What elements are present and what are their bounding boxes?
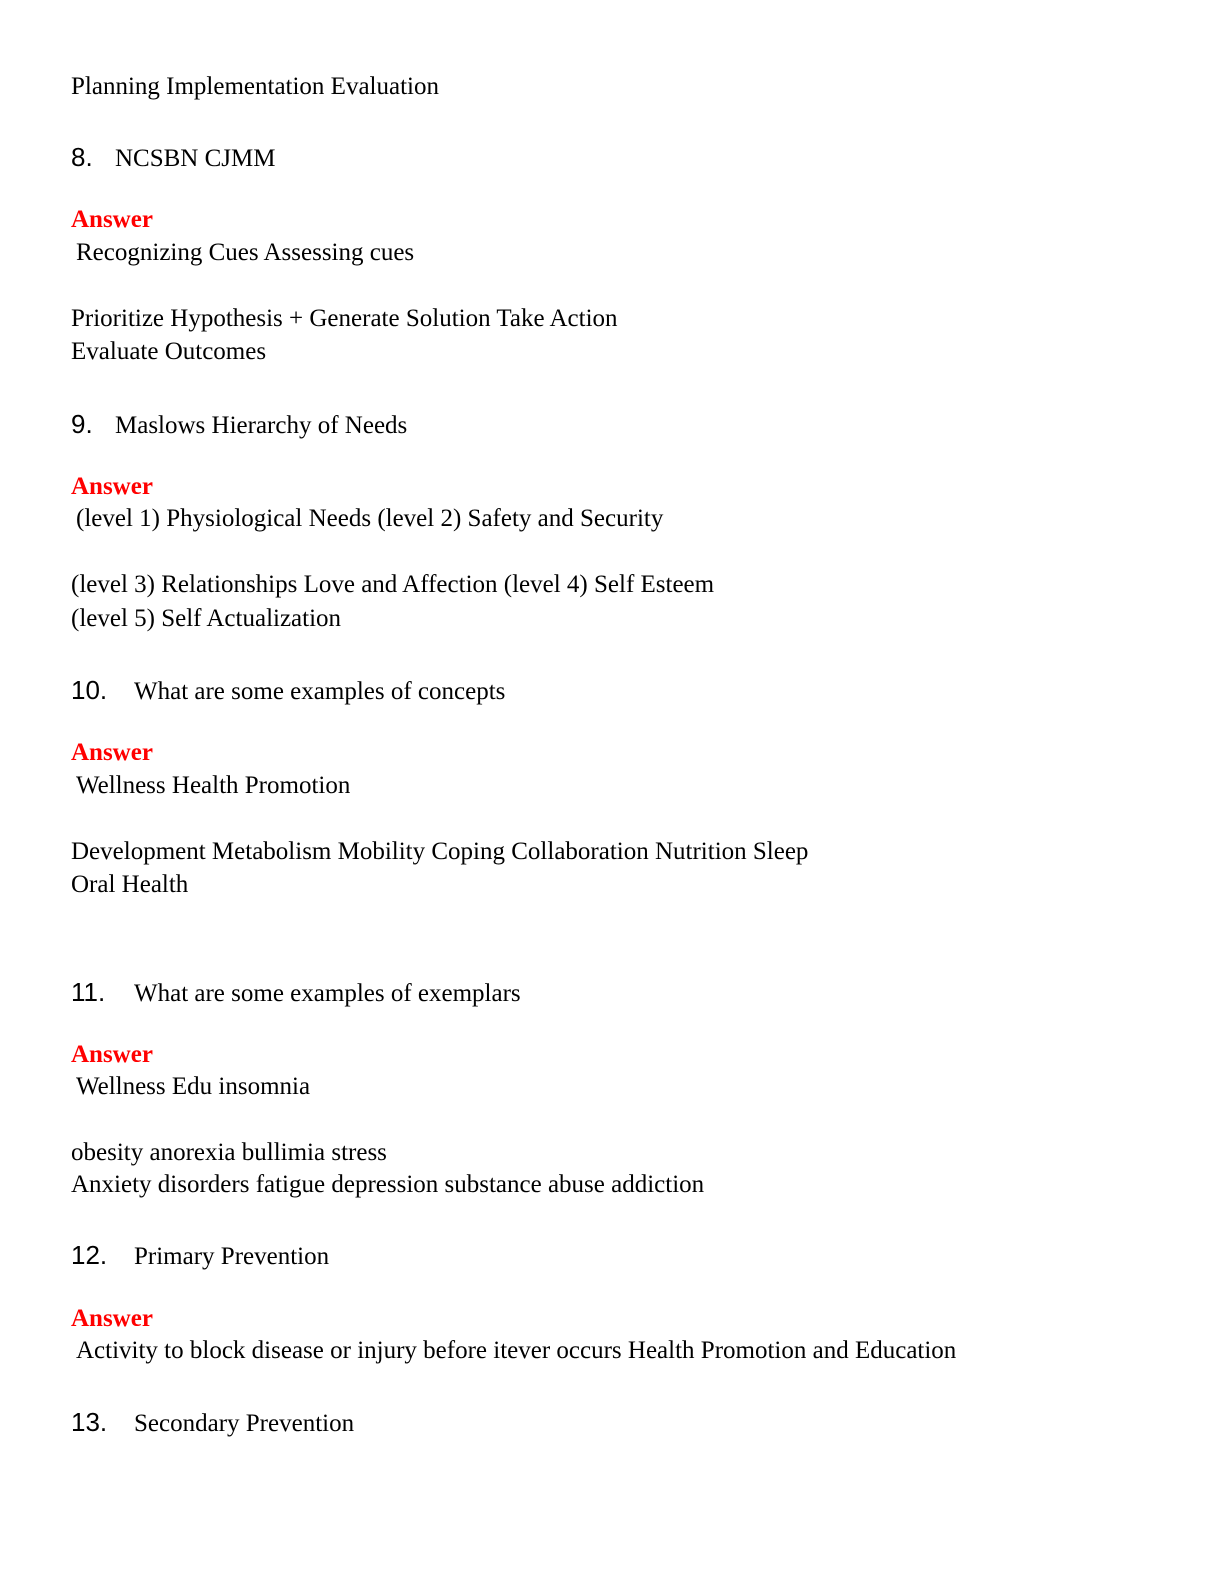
- question-number: 13.: [71, 1407, 108, 1437]
- answer-line: Oral Health: [71, 871, 189, 898]
- question-text: What are some examples of exemplars: [134, 980, 521, 1007]
- question-number: 8.: [71, 142, 93, 172]
- answer-label: Answer: [71, 1305, 153, 1332]
- question-text: Primary Prevention: [134, 1243, 330, 1270]
- answer-label: Answer: [71, 206, 153, 233]
- continued-answer-line: Planning Implementation Evaluation: [71, 73, 439, 100]
- question-text: What are some examples of concepts: [134, 678, 506, 705]
- answer-line: Wellness Edu insomnia: [76, 1073, 311, 1100]
- question-9: [71, 409, 407, 444]
- question-11: [71, 977, 521, 1012]
- answer-line: Activity to block disease or injury before itever occurs Health Promotion and Education: [76, 1337, 957, 1364]
- question-text: Secondary Prevention: [134, 1410, 355, 1437]
- answer-label: Answer: [71, 739, 153, 766]
- question-number: 9.: [71, 409, 93, 439]
- answer-line: Evaluate Outcomes: [71, 338, 267, 365]
- answer-line: (level 5) Self Actualization: [71, 605, 342, 632]
- answer-line: (level 3) Relationships Love and Affection (level 4) Self Esteem: [71, 571, 715, 598]
- answer-label: Answer: [71, 473, 153, 500]
- answer-line: Anxiety disorders fatigue depression substance abuse addiction: [71, 1171, 705, 1198]
- answer-line: Development Metabolism Mobility Coping Collaboration Nutrition Sleep: [71, 838, 809, 865]
- answer-line: (level 1) Physiological Needs (level 2) Safety and Security: [76, 505, 664, 532]
- question-text: Maslows Hierarchy of Needs: [115, 412, 408, 439]
- question-12: [71, 1240, 329, 1275]
- answer-line: Prioritize Hypothesis + Generate Solution Take Action: [71, 305, 618, 332]
- question-13: [71, 1407, 354, 1442]
- answer-line: Wellness Health Promotion: [76, 772, 351, 799]
- question-number: 10.: [71, 675, 108, 705]
- question-number: 11.: [71, 977, 106, 1007]
- question-10: [71, 675, 505, 710]
- question-number: 12.: [71, 1240, 108, 1270]
- answer-line: obesity anorexia bullimia stress: [71, 1139, 387, 1166]
- answer-line: Recognizing Cues Assessing cues: [76, 239, 415, 266]
- question-text: NCSBN CJMM: [115, 145, 276, 172]
- answer-label: Answer: [71, 1041, 153, 1068]
- question-8: [71, 142, 275, 177]
